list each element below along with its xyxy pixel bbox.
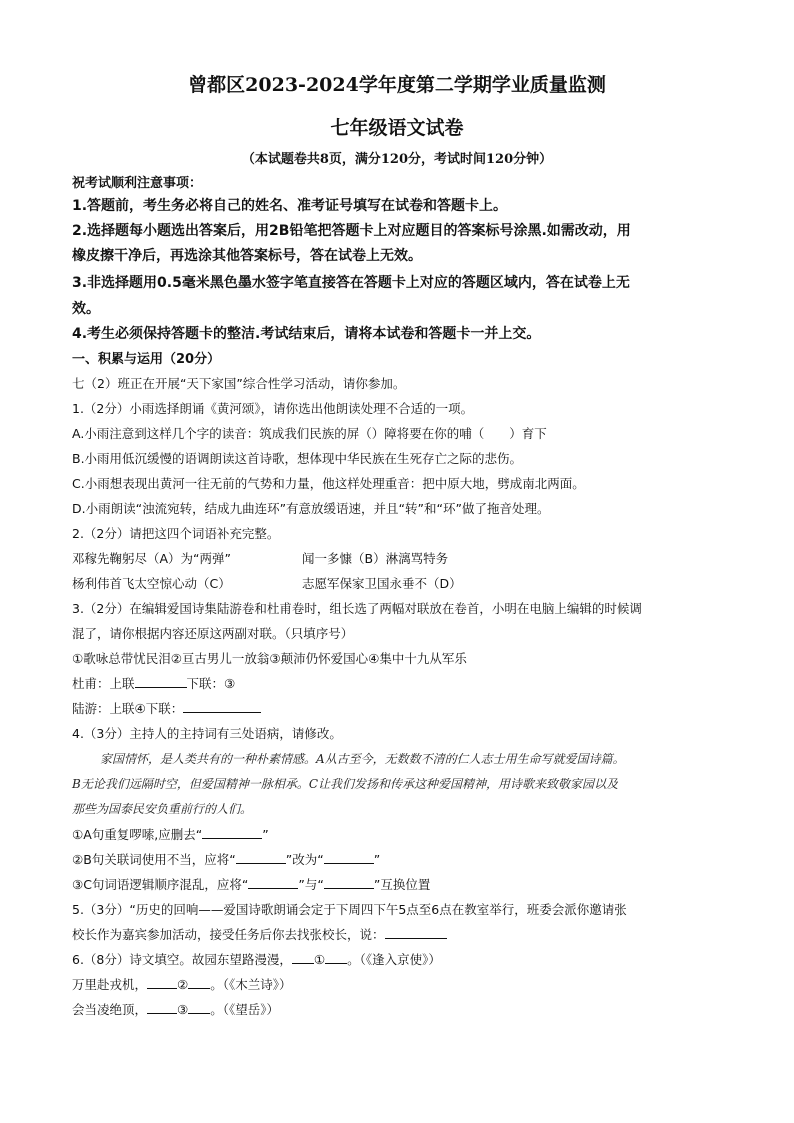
q6-blank-3-number: ③	[177, 1002, 189, 1017]
q6-line-1-text: 6.（8分）诗文填空。故园东望路漫漫，	[72, 952, 292, 967]
q4-revision-2-blank-2[interactable]	[324, 851, 374, 864]
q2-stem: 2.（2分）请把这四个词语补充完整。	[72, 526, 280, 541]
q1-option-a: A.小雨注意到这样几个字的读音：筑成我们民族的屏（）障将要在你的哺（ ）育下	[72, 426, 547, 441]
q4-revision-1-blank[interactable]	[202, 826, 262, 839]
section-heading: 一、积累与运用（20分）	[72, 352, 221, 367]
q6-line-3-text: 会当凌绝顶，	[72, 1002, 148, 1017]
q3-dufu-blank[interactable]	[135, 675, 187, 688]
q6-blank-1-number: ①	[313, 952, 326, 967]
q6-line-1-source: 。（《逢入京使》）	[347, 952, 441, 967]
q6-line-2-text: 万里赴戎机，	[72, 977, 148, 992]
q5-line-2-text: 校长作为嘉宾参加活动，接受任务后你去找张校长，说：	[72, 927, 385, 942]
q2-word-3: 杨利伟首飞太空惊心动（C）	[72, 576, 231, 591]
q3-luyou-label: 陆游：上联④下联：	[72, 701, 184, 716]
notice-item-3: 3.非选择题用0.5毫米黑色墨水签字笔直接答在答题卡上对应的答题区域内，答在试卷上无	[72, 275, 630, 291]
q6-blank-2a[interactable]	[147, 976, 177, 989]
q5-line-1: 5.（3分）“历史的回响——爱国诗歌朗诵会定于下周四下午5点至6点在教室举行，班委会派你邀请张	[72, 902, 627, 917]
q5-line-2	[72, 925, 447, 943]
q6-blank-3b[interactable]	[188, 1001, 210, 1014]
notice-heading: 祝考试顺利注意事项：	[72, 176, 203, 191]
notice-item-3-cont: 效。	[72, 301, 100, 317]
q4-stem: 4.（3分）主持人的主持词有三处语病，请修改。	[72, 726, 342, 741]
q5-answer-blank[interactable]	[385, 926, 447, 939]
q3-stem-cont: 混了，请你根据内容还原这两副对联。（只填序号）	[72, 626, 354, 641]
section-intro: 七（2）班正在开展“天下家国”综合性学习活动，请你参加。	[72, 376, 406, 391]
q3-dufu-rest: 下联：③	[186, 676, 236, 691]
q4-revision-2-text: ②B句关联词使用不当，应将“	[72, 852, 236, 867]
q4-revision-1-end: ”	[262, 827, 269, 842]
q3-options: ①歌咏总带忧民泪②亘古男儿一放翁③颠沛仍怀爱国心④集中十九从军乐	[72, 651, 467, 666]
q4-revision-3-blank-2[interactable]	[324, 876, 374, 889]
q4-revision-3-end: ”互换位置	[373, 877, 431, 892]
q4-revision-3-blank-1[interactable]	[248, 876, 298, 889]
q1-option-d: D.小雨朗读“浊流宛转，结成九曲连环”有意放缓语速，并且“转”和“环”做了拖音处理。	[72, 501, 550, 516]
q4-passage-line-1: 家国情怀，是人类共有的一种朴素情感。A从古至今，无数数不清的仁人志士用生命写就爱国诗篇。	[100, 752, 625, 766]
q6-line-2-source: 。（《木兰诗》）	[210, 977, 292, 992]
q6-line-1	[72, 950, 441, 968]
q4-passage-line-2: B无论我们远隔时空，但爱国精神一脉相承。C让我们发扬和传承这种爱国精神，用诗歌来致敬家园以及	[72, 777, 619, 791]
q4-revision-2	[72, 850, 380, 868]
notice-item-4: 4.考生必须保持答题卡的整洁.考试结束后，请将本试卷和答题卡一并上交。	[72, 326, 541, 342]
q6-line-3	[72, 1000, 279, 1018]
exam-info: （本试题卷共8页，满分120分，考试时间120分钟）	[241, 152, 553, 167]
q6-line-2	[72, 975, 292, 993]
q4-revision-1	[72, 825, 269, 843]
q3-dufu-line	[72, 674, 235, 692]
q3-dufu-label: 杜甫：上联	[72, 676, 135, 691]
q1-option-b: B.小雨用低沉缓慢的语调朗读这首诗歌，想体现中华民族在生死存亡之际的悲伤。	[72, 451, 523, 466]
q6-blank-3a[interactable]	[147, 1001, 177, 1014]
q6-blank-1b[interactable]	[325, 951, 347, 964]
q6-blank-2b[interactable]	[188, 976, 210, 989]
q3-luyou-line	[72, 699, 261, 717]
q4-revision-3-mid: ”与“	[298, 877, 324, 892]
notice-item-2: 2.选择题每小题选出答案后，用2B铅笔把答题卡上对应题目的答案标号涂黑.如需改动，用	[72, 223, 631, 239]
notice-item-1: 1.答题前，考生务必将自己的姓名、准考证号填写在试卷和答题卡上。	[72, 198, 508, 214]
q4-revision-1-text: ①A句重复啰嗦,应删去“	[72, 827, 203, 842]
q2-word-1: 邓稼先鞠躬尽（A）为“两弹”	[72, 551, 232, 566]
q6-blank-2-number: ②	[177, 977, 189, 992]
notice-item-2-cont: 橡皮擦干净后，再选涂其他答案标号，答在试卷上无效。	[72, 248, 422, 264]
q4-revision-2-mid: ”改为“	[285, 852, 324, 867]
q6-line-3-source: 。（《望岳》）	[210, 1002, 279, 1017]
q4-revision-2-blank-1[interactable]	[236, 851, 286, 864]
q4-revision-2-end: ”	[373, 852, 381, 867]
q4-revision-3	[72, 875, 430, 893]
q3-luyou-blank[interactable]	[183, 700, 261, 713]
q4-passage-line-3: 那些为国泰民安负重前行的人们。	[72, 802, 253, 816]
exam-title: 曾都区2023-2024学年度第二学期学业质量监测	[188, 74, 606, 96]
q3-stem: 3.（2分）在编辑爱国诗集陆游卷和杜甫卷时，组长选了两幅对联放在卷首，小明在电脑上编辑的时候调	[72, 601, 642, 616]
q1-option-c: C.小雨想表现出黄河一往无前的气势和力量，他这样处理重音：把中原大地，劈成南北两面。	[72, 476, 585, 491]
exam-subtitle: 七年级语文试卷	[330, 117, 464, 139]
q4-revision-3-text: ③C句词语逻辑顺序混乱，应将“	[72, 877, 249, 892]
q1-stem: 1.（2分）小雨选择朗诵《黄河颂》，请你选出他朗读处理不合适的一项。	[72, 401, 474, 416]
q2-word-4: 志愿军保家卫国永垂不（D）	[302, 576, 462, 591]
q2-word-2: 闻一多慷（B）淋漓骂特务	[302, 551, 449, 566]
q6-blank-1a[interactable]	[292, 951, 314, 964]
